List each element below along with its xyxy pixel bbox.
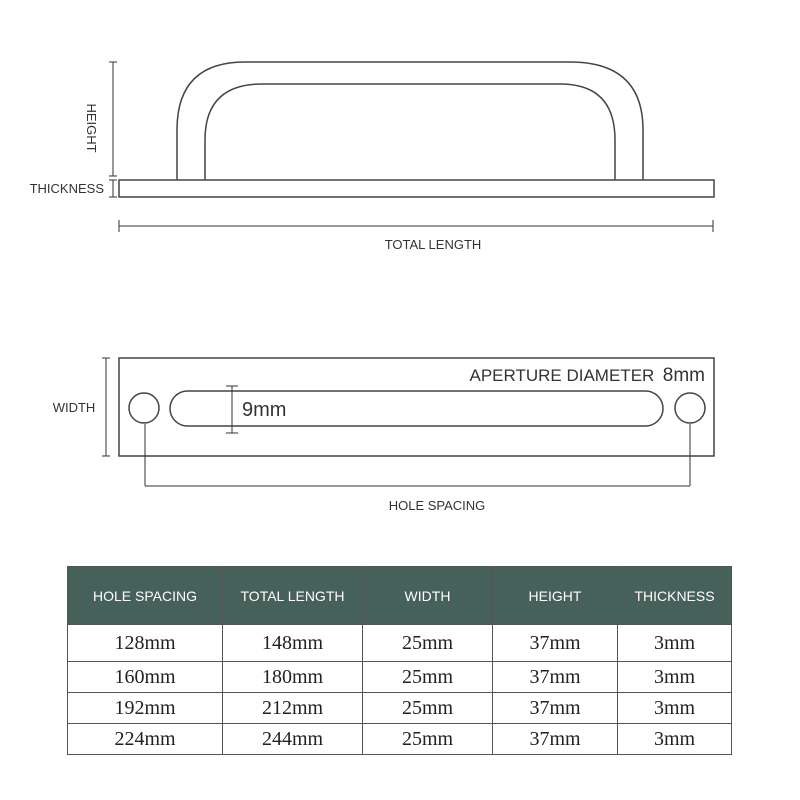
aperture-diameter-label bbox=[469, 365, 705, 386]
cell-total-length: 148mm bbox=[223, 625, 363, 662]
left-mounting-hole bbox=[129, 393, 159, 423]
cell-total-length: 212mm bbox=[223, 693, 363, 724]
side-view bbox=[119, 62, 714, 197]
cell-width: 25mm bbox=[363, 625, 493, 662]
thickness-dimension bbox=[109, 180, 117, 197]
cell-thickness: 3mm bbox=[618, 662, 732, 693]
thickness-label: THICKNESS bbox=[29, 181, 104, 196]
cell-thickness: 3mm bbox=[618, 693, 732, 724]
cell-hole-spacing: 224mm bbox=[68, 724, 223, 755]
handle-arch-outer bbox=[177, 62, 643, 180]
height-label: HEIGHT bbox=[84, 103, 99, 153]
total-length-dimension bbox=[119, 220, 713, 232]
table-row bbox=[68, 662, 732, 693]
total-length-label: TOTAL LENGTH bbox=[384, 237, 482, 252]
hole-spacing-label: HOLE SPACING bbox=[388, 498, 486, 513]
cell-hole-spacing: 128mm bbox=[68, 625, 223, 662]
cell-height: 37mm bbox=[493, 625, 618, 662]
header-hole-spacing: HOLE SPACING bbox=[68, 567, 223, 625]
table-row bbox=[68, 724, 732, 755]
width-dimension bbox=[102, 358, 110, 456]
header-thickness: THICKNESS bbox=[618, 567, 732, 625]
cell-total-length: 244mm bbox=[223, 724, 363, 755]
spec-table bbox=[67, 566, 732, 755]
header-total-length: TOTAL LENGTH bbox=[223, 567, 363, 625]
cell-hole-spacing: 160mm bbox=[68, 662, 223, 693]
height-dimension bbox=[109, 62, 117, 176]
aperture-label-text: APERTURE DIAMETER bbox=[469, 366, 655, 385]
header-width: WIDTH bbox=[363, 567, 493, 625]
cell-height: 37mm bbox=[493, 662, 618, 693]
slot-width-label: 9mm bbox=[242, 399, 287, 421]
spec-table-header-row bbox=[68, 567, 732, 625]
cell-width: 25mm bbox=[363, 662, 493, 693]
right-mounting-hole bbox=[675, 393, 705, 423]
table-row bbox=[68, 693, 732, 724]
width-label: WIDTH bbox=[52, 400, 96, 415]
cell-height: 37mm bbox=[493, 724, 618, 755]
cell-width: 25mm bbox=[363, 724, 493, 755]
aperture-value-text: 8mm bbox=[662, 365, 705, 386]
table-row bbox=[68, 625, 732, 662]
cell-thickness: 3mm bbox=[618, 625, 732, 662]
cell-hole-spacing: 192mm bbox=[68, 693, 223, 724]
cell-height: 37mm bbox=[493, 693, 618, 724]
cell-thickness: 3mm bbox=[618, 724, 732, 755]
handle-arch-inner bbox=[205, 84, 615, 180]
header-height: HEIGHT bbox=[493, 567, 618, 625]
base-plate-side bbox=[119, 180, 714, 197]
cell-width: 25mm bbox=[363, 693, 493, 724]
cell-total-length: 180mm bbox=[223, 662, 363, 693]
